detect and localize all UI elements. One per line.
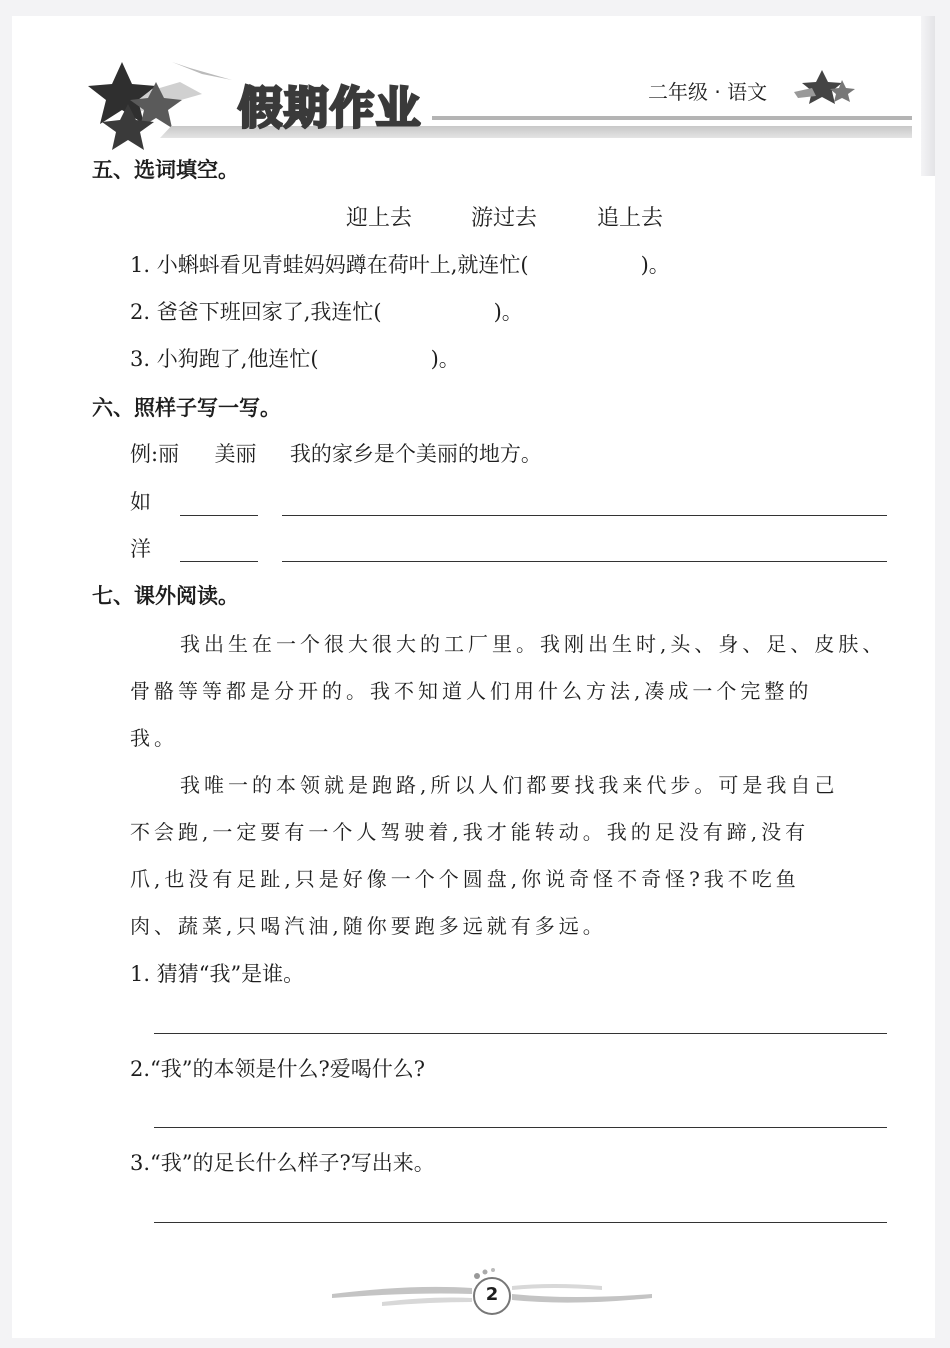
fill-item-2 xyxy=(130,296,523,326)
fill-item-text: 1. 小蝌蚪看见青蛙妈妈蹲在荷叶上,就连忙( xyxy=(130,253,529,277)
word-choice-1: 迎上去 xyxy=(346,206,413,231)
grade-label: 二年级 xyxy=(648,80,708,104)
header-title: 假期作业 xyxy=(238,83,422,134)
section5-heading: 五、选词填空。 xyxy=(92,158,239,182)
subject-label: 语文 xyxy=(727,80,768,104)
fill-item-3 xyxy=(130,343,460,373)
grade-subject xyxy=(648,76,767,105)
passage-line: 我。 xyxy=(130,726,178,750)
fill-item-close: )。 xyxy=(640,253,670,277)
separator-dot: · xyxy=(714,80,721,104)
star-decoration-icon xyxy=(82,52,262,162)
page-edge-shadow xyxy=(921,16,935,176)
fill-item-text: 3. 小狗跑了,他连忙( xyxy=(130,347,319,371)
reading-question-3: 3.“我”的足长什么样子?写出来。 xyxy=(130,1151,435,1175)
worksheet-page xyxy=(12,16,935,1338)
word-choice-3: 追上去 xyxy=(597,206,664,231)
answer-line-q1[interactable] xyxy=(154,1033,887,1034)
passage-line: 肉、蔬菜,只喝汽油,随你要跑多远就有多远。 xyxy=(130,914,607,938)
fill-item-close: )。 xyxy=(493,300,523,324)
example-word: 美丽 xyxy=(214,442,257,466)
sentence-answer-line-2[interactable] xyxy=(282,561,887,562)
example-line xyxy=(130,438,542,468)
passage-line: 爪,也没有足趾,只是好像一个个圆盘,你说奇怪不奇怪?我不吃鱼 xyxy=(130,867,800,891)
example-char: 丽 xyxy=(158,442,180,466)
answer-line-q2[interactable] xyxy=(154,1127,887,1128)
sentence-answer-line-1[interactable] xyxy=(282,515,887,516)
reading-question-2: 2.“我”的本领是什么?爱喝什么? xyxy=(130,1057,426,1081)
word-choice-2: 游过去 xyxy=(471,206,538,231)
fill-item-text: 2. 爸爸下班回家了,我连忙( xyxy=(130,300,382,324)
practice-char-2: 洋 xyxy=(130,537,151,561)
word-answer-line-1[interactable] xyxy=(180,515,258,516)
example-label: 例: xyxy=(130,442,159,466)
small-star-icon xyxy=(792,66,862,112)
section7-heading: 七、课外阅读。 xyxy=(92,584,239,608)
fill-item-close: )。 xyxy=(430,347,460,371)
reading-question-1: 1. 猜猜“我”是谁。 xyxy=(130,962,305,986)
section6-heading: 六、照样子写一写。 xyxy=(92,396,281,420)
passage-line: 不会跑,一定要有一个人驾驶着,我才能转动。我的足没有蹄,没有 xyxy=(130,820,810,844)
example-sentence: 我的家乡是个美丽的地方。 xyxy=(289,442,542,466)
passage-line: 我唯一的本领就是跑路,所以人们都要找我来代步。可是我自己 xyxy=(180,773,839,797)
header-rule xyxy=(432,116,912,120)
passage-line: 我出生在一个很大很大的工厂里。我刚出生时,头、身、足、皮肤、 xyxy=(180,632,887,656)
passage-line: 骨骼等等都是分开的。我不知道人们用什么方法,凑成一个完整的 xyxy=(130,679,813,703)
practice-char-1: 如 xyxy=(130,490,151,514)
page-number: 2 xyxy=(485,1284,499,1305)
word-answer-line-2[interactable] xyxy=(180,561,258,562)
fill-item-1 xyxy=(130,249,670,279)
answer-line-q3[interactable] xyxy=(154,1222,887,1223)
